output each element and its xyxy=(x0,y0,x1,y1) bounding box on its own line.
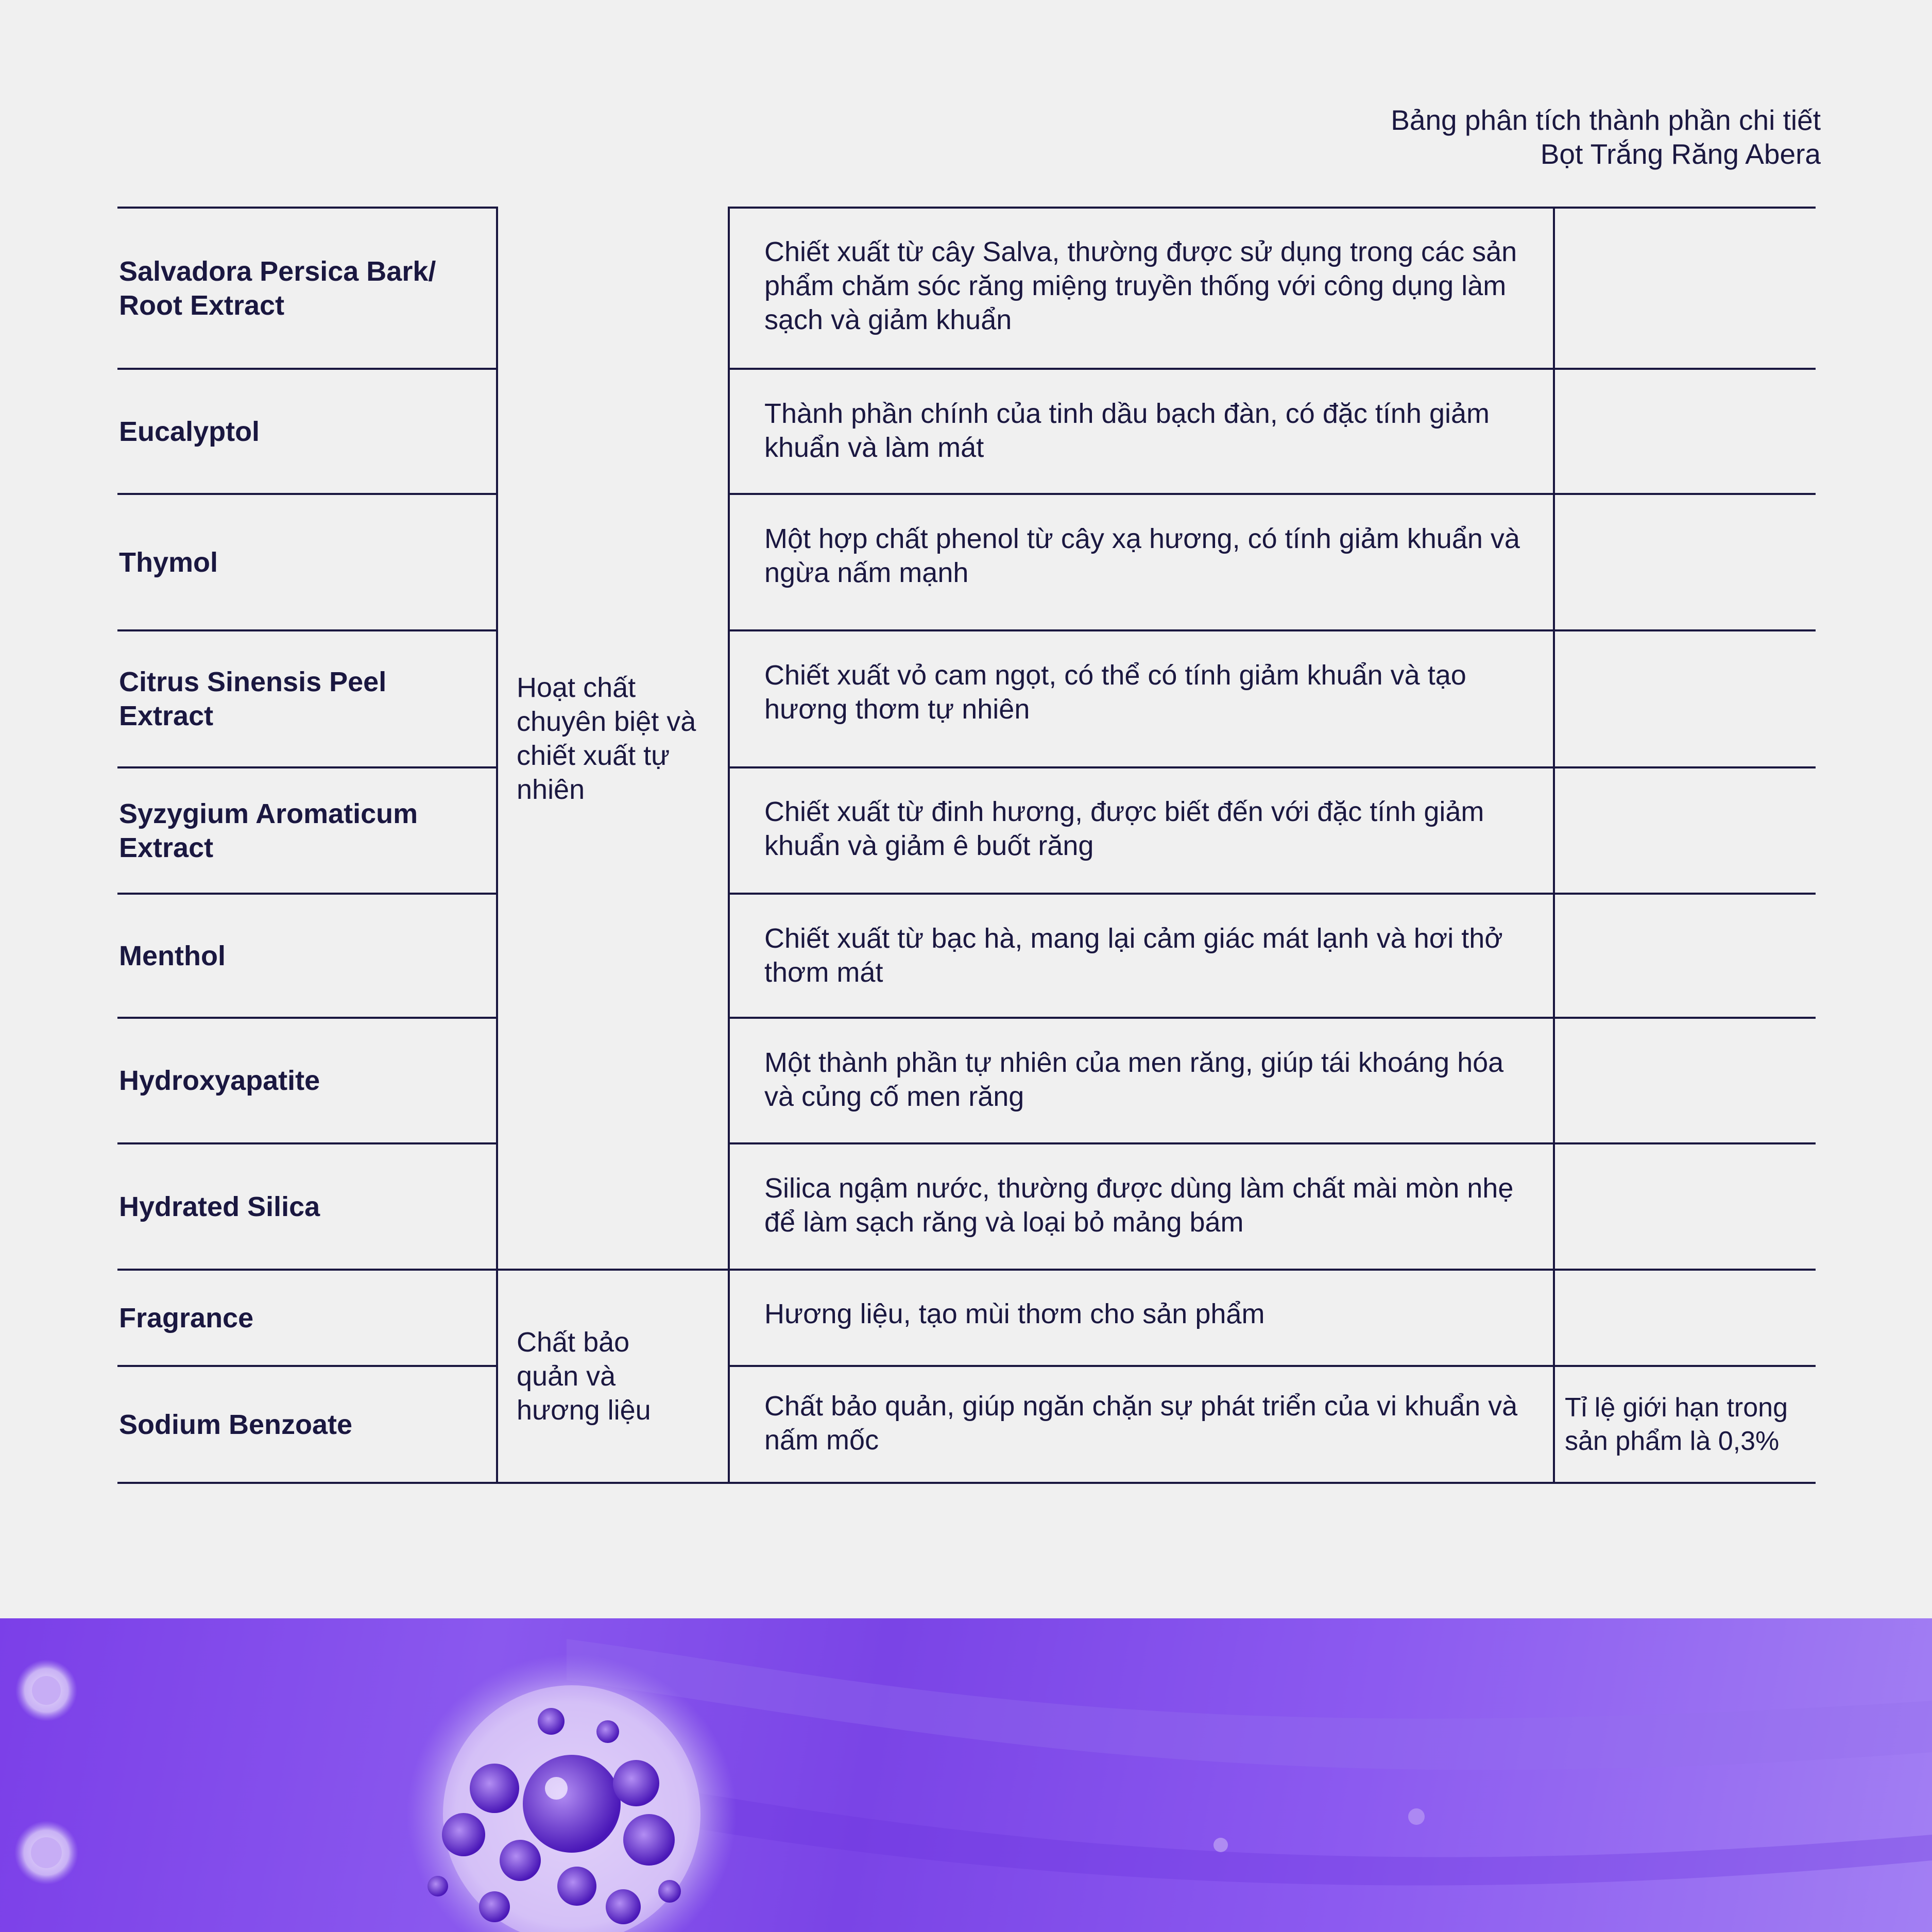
ingredient-description: Một thành phần tự nhiên của men răng, giúp tái khoáng hóa và củng cố men răng xyxy=(764,1047,1504,1112)
ingredient-name: Menthol xyxy=(119,940,226,971)
ingredient-name: Hydroxyapatite xyxy=(119,1065,320,1096)
ingredient-description: Silica ngậm nước, thường được dùng làm chất mài mòn nhẹ để làm sạch răng và loại bỏ mảng bám xyxy=(764,1173,1514,1238)
header-subtitle: Bọt Trắng Răng Abera xyxy=(1540,138,1821,170)
ingredient-name: Eucalyptol xyxy=(119,416,260,447)
ingredient-name: Thymol xyxy=(119,546,218,578)
ingredient-name: Salvadora Persica Bark/ Root Extract xyxy=(119,255,436,321)
ingredient-description: Chiết xuất từ đinh hương, được biết đến với đặc tính giảm khuẩn và giảm ê buốt răng xyxy=(764,796,1484,861)
usage-limit-note: Tỉ lệ giới hạn trong sản phẩm là 0,3% xyxy=(1565,1392,1788,1456)
foam-bubbles-photo xyxy=(0,1618,1932,1932)
ingredient-description: Chiết xuất từ cây Salva, thường được sử dụng trong các sản phẩm chăm sóc răng miệng truyền thống với công dụng làm sạch và giảm khuẩn xyxy=(764,236,1517,335)
ingredient-description: Chiết xuất vỏ cam ngọt, có thể có tính giảm khuẩn và tạo hương thơm tự nhiên xyxy=(764,660,1466,725)
ingredient-description: Hương liệu, tạo mùi thơm cho sản phẩm xyxy=(764,1298,1265,1329)
ingredient-description: Thành phần chính của tinh dầu bạch đàn, có đặc tính giảm khuẩn và làm mát xyxy=(764,398,1490,463)
ingredient-name: Hydrated Silica xyxy=(119,1191,320,1222)
ingredient-name: Syzygium Aromaticum Extract xyxy=(119,798,418,863)
header-title: Bảng phân tích thành phần chi tiết xyxy=(1391,104,1821,136)
foam-bubbles-illustration xyxy=(0,1618,1932,1932)
ingredient-description: Chất bảo quản, giúp ngăn chặn sự phát triển của vi khuẩn và nấm mốc xyxy=(764,1391,1518,1456)
ingredient-description: Chiết xuất từ bạc hà, mang lại cảm giác mát lạnh và hơi thở thơm mát xyxy=(764,923,1503,988)
ingredient-name: Fragrance xyxy=(119,1302,254,1333)
ingredient-name: Sodium Benzoate xyxy=(119,1409,353,1440)
group-label-preservative: Chất bảo quản và hương liệu xyxy=(517,1327,651,1426)
group-label-active: Hoạt chất chuyên biệt và chiết xuất tự nhiên xyxy=(517,672,696,805)
ingredient-name: Citrus Sinensis Peel Extract xyxy=(119,666,387,731)
ingredient-description: Một hợp chất phenol từ cây xạ hương, có tính giảm khuẩn và ngừa nấm mạnh xyxy=(764,523,1520,588)
